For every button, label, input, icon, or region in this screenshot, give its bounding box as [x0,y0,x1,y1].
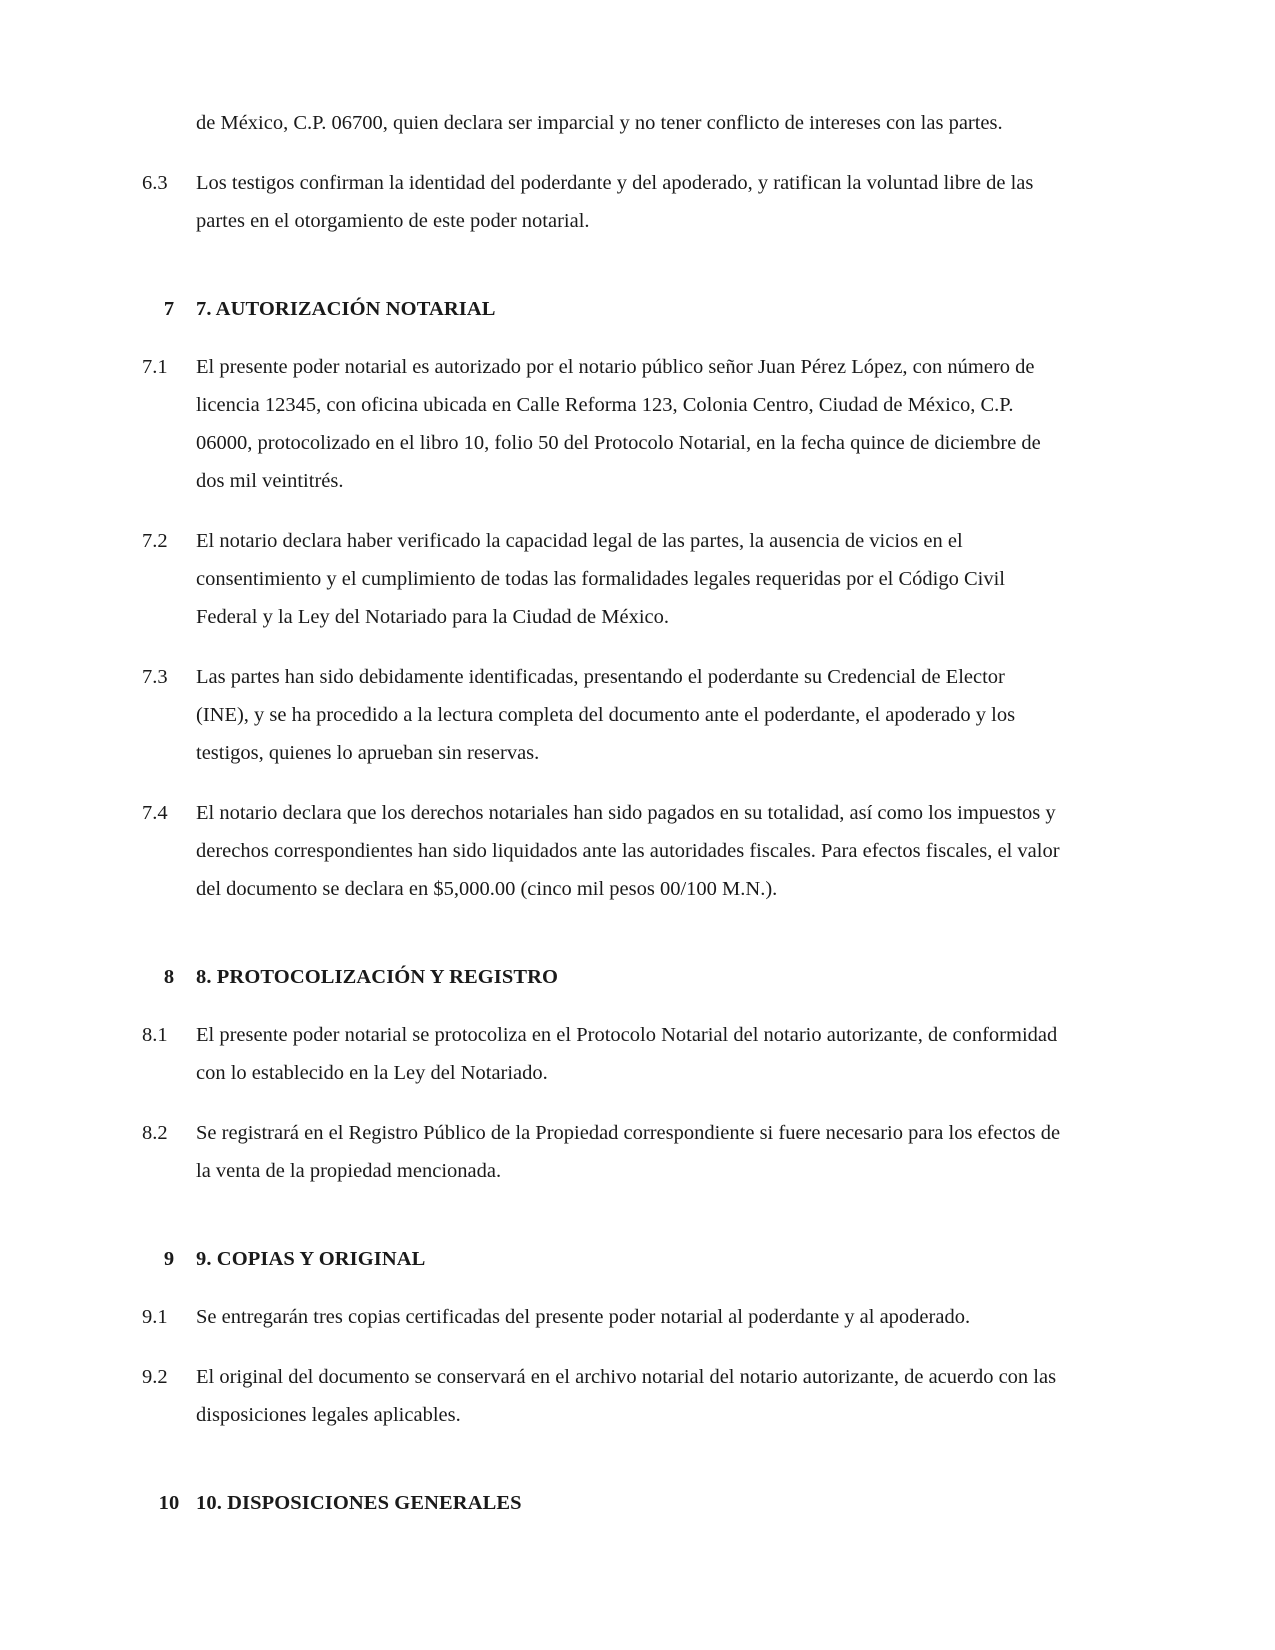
clause-7-4-text: El notario declara que los derechos notariales han sido pagados en su totalidad, así como los impuestos y derechos correspondientes han sido liquidados ante las autoridades fiscales. Para efectos fiscales, el valor del documento se declara en $5,000.00 (cinco mil pesos 00/100 M.N.). [196,802,1060,900]
heading-9 [142,1242,1062,1276]
heading-10 [142,1486,1062,1520]
clause-6-3 [142,164,1062,240]
clause-7-1-number: 7.1 [142,356,168,378]
clause-7-3-number: 7.3 [142,666,168,688]
heading-7-number: 7 [163,298,175,320]
heading-10-number: 10 [158,1492,180,1514]
clause-9-2 [142,1358,1062,1434]
clause-6-2-continuation: de México, C.P. 06700, quien declara ser imparcial y no tener conflicto de intereses con las partes. [196,112,1003,134]
clause-6-3-number: 6.3 [142,172,168,194]
clause-8-1-number: 8.1 [142,1024,168,1046]
heading-7-text: 7. AUTORIZACIÓN NOTARIAL [196,298,496,320]
heading-8-number: 8 [163,966,175,988]
clause-7-1-text: El presente poder notarial es autorizado por el notario público señor Juan Pérez López, con número de licencia 12345, con oficina ubicada en Calle Reforma 123, Colonia Centro, Ciudad de México, C.P. 06000, protocolizado en el libro 10, folio 50 del Protocolo Notarial, en la fecha quince de diciembre de dos mil veintitrés. [196,356,1041,492]
clause-8-1 [142,1016,1062,1092]
clause-8-2-number: 8.2 [142,1122,168,1144]
clause-7-2-text: El notario declara haber verificado la capacidad legal de las partes, la ausencia de vicios en el consentimiento y el cumplimiento de todas las formalidades legales requeridas por el Código Civil Federal y la Ley del Notariado para la Ciudad de México. [196,530,1005,628]
clause-9-2-number: 9.2 [142,1366,168,1388]
clause-7-3 [142,658,1062,772]
clause-7-2-number: 7.2 [142,530,168,552]
clause-6-3-text: Los testigos confirman la identidad del poderdante y del apoderado, y ratifican la voluntad libre de las partes en el otorgamiento de este poder notarial. [196,172,1034,232]
clause-7-3-text: Las partes han sido debidamente identificadas, presentando el poderdante su Credencial de Elector (INE), y se ha procedido a la lectura completa del documento ante el poderdante, el apoderado y los testigos, quienes lo aprueban sin reservas. [196,666,1016,764]
clause-8-2-text: Se registrará en el Registro Público de la Propiedad correspondiente si fuere necesario para los efectos de la venta de la propiedad mencionada. [196,1122,1061,1182]
heading-7 [142,292,1062,326]
heading-10-text: 10. DISPOSICIONES GENERALES [196,1492,522,1514]
clause-9-2-text: El original del documento se conservará en el archivo notarial del notario autorizante, de acuerdo con las disposiciones legales aplicables. [196,1366,1057,1426]
heading-8-text: 8. PROTOCOLIZACIÓN Y REGISTRO [196,966,559,988]
clause-9-1-number: 9.1 [142,1306,168,1328]
clause-7-2 [142,522,1062,636]
heading-9-text: 9. COPIAS Y ORIGINAL [196,1248,426,1270]
document-body [142,104,1062,1528]
clause-7-1 [142,348,1062,500]
heading-8 [142,960,1062,994]
heading-9-number: 9 [163,1248,175,1270]
clause-7-4 [142,794,1062,908]
clause-7-4-number: 7.4 [142,802,168,824]
clause-9-1 [142,1298,1062,1336]
clause-9-1-text: Se entregarán tres copias certificadas del presente poder notarial al poderdante y al apoderado. [196,1306,971,1328]
clause-8-1-text: El presente poder notarial se protocoliza en el Protocolo Notarial del notario autorizante, de conformidad con lo establecido en la Ley del Notariado. [196,1024,1058,1084]
clause-8-2 [142,1114,1062,1190]
